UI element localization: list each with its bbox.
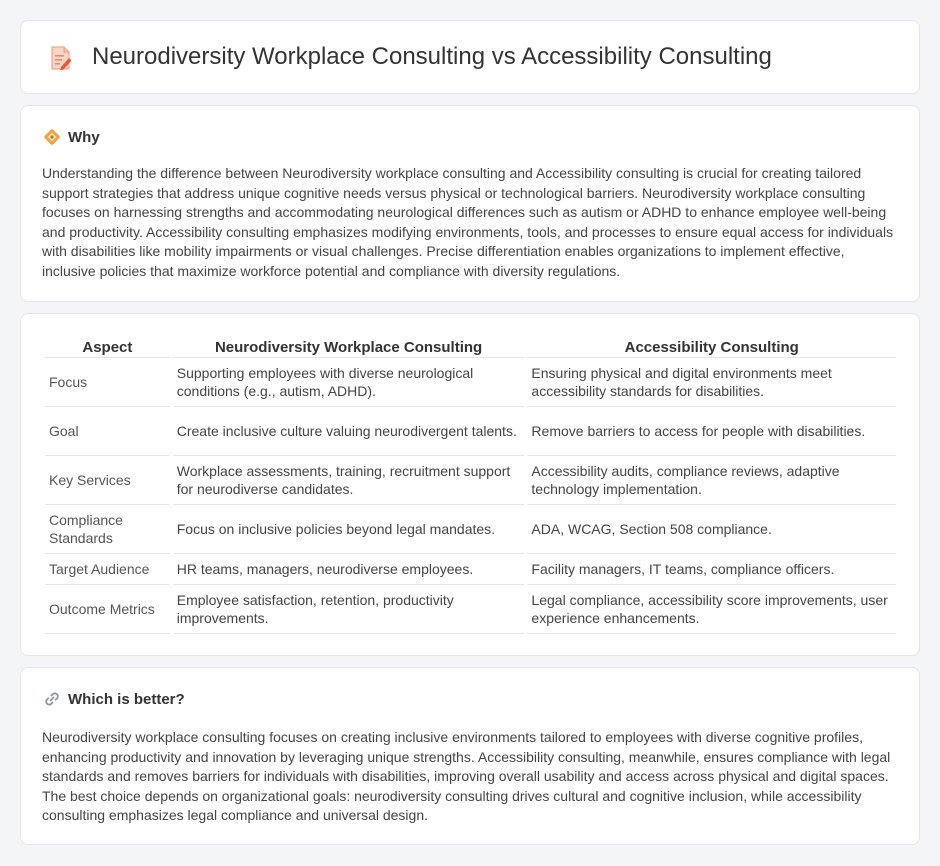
table-header-row xyxy=(45,336,896,358)
row-aspect: Goal xyxy=(45,407,170,456)
row-accessibility: Ensuring physical and digital environments meet accessibility standards for disabilities. xyxy=(527,358,896,407)
table-row xyxy=(45,585,896,634)
row-neurodiversity: Focus on inclusive policies beyond legal mandates. xyxy=(173,505,525,554)
row-accessibility: Legal compliance, accessibility score improvements, user experience enhancements. xyxy=(527,585,896,634)
diamond-sign-icon xyxy=(42,127,62,147)
table-row xyxy=(45,505,896,554)
row-neurodiversity: Employee satisfaction, retention, productivity improvements. xyxy=(173,585,525,634)
table-row xyxy=(45,407,896,456)
table-row xyxy=(45,554,896,585)
better-section xyxy=(20,667,920,845)
row-accessibility: Accessibility audits, compliance reviews, adaptive technology implementation. xyxy=(527,456,896,505)
better-text: Neurodiversity workplace consulting focuses on creating inclusive environments tailored to employees with diverse cognitive profiles, enhancing productivity and innovation by leveraging unique strengths. Accessibility consulting, meanwhile, ensures compliance with legal standards and removes barriers for individuals with disabilities, improving overall usability and access across physical and digital spaces. The best choice depends on organizational goals: neurodiversity consulting drives cultural and cognitive inclusion, while accessibility consulting emphasizes legal compliance and universal design. xyxy=(42,729,891,823)
why-section xyxy=(20,105,920,302)
why-heading xyxy=(42,127,100,147)
better-heading xyxy=(42,689,185,709)
column-header-accessibility: Accessibility Consulting xyxy=(527,336,896,358)
table-row xyxy=(45,456,896,505)
row-neurodiversity: HR teams, managers, neurodiverse employees. xyxy=(173,554,525,585)
better-title: Which is better? xyxy=(68,690,185,708)
column-header-neurodiversity: Neurodiversity Workplace Consulting xyxy=(173,336,525,358)
row-aspect: Compliance Standards xyxy=(45,505,170,554)
row-aspect: Key Services xyxy=(45,456,170,505)
document-pen-icon xyxy=(49,45,73,71)
row-neurodiversity: Workplace assessments, training, recruitment support for neurodiverse candidates. xyxy=(173,456,525,505)
comparison-section xyxy=(20,313,920,656)
page-header xyxy=(20,20,920,94)
column-header-aspect: Aspect xyxy=(45,336,170,358)
row-aspect: Target Audience xyxy=(45,554,170,585)
row-aspect: Focus xyxy=(45,358,170,407)
row-neurodiversity: Create inclusive culture valuing neurodivergent talents. xyxy=(173,407,525,456)
row-accessibility: Facility managers, IT teams, compliance officers. xyxy=(527,554,896,585)
why-text: Understanding the difference between Neurodiversity workplace consulting and Accessibility consulting is crucial for creating tailored support strategies that address unique cognitive needs versus physical or technological barriers. Neurodiversity workplace consulting focuses on harnessing strengths and accommodating neurological differences such as autism or ADHD to enhance employee well-being and productivity. Accessibility consulting emphasizes modifying environments, tools, and processes to ensure equal access for individuals with disabilities like mobility impairments or visual challenges. Precise differentiation enables organizations to implement effective, inclusive policies that maximize workforce potential and compliance with diversity regulations. xyxy=(42,165,894,279)
row-accessibility: Remove barriers to access for people with disabilities. xyxy=(527,407,896,456)
row-neurodiversity: Supporting employees with diverse neurological conditions (e.g., autism, ADHD). xyxy=(173,358,525,407)
row-aspect: Outcome Metrics xyxy=(45,585,170,634)
why-title: Why xyxy=(68,128,100,146)
row-accessibility: ADA, WCAG, Section 508 compliance. xyxy=(527,505,896,554)
comparison-table xyxy=(42,336,899,634)
table-row xyxy=(45,358,896,407)
link-icon xyxy=(42,689,62,709)
page-title: Neurodiversity Workplace Consulting vs Accessibility Consulting xyxy=(92,43,772,70)
